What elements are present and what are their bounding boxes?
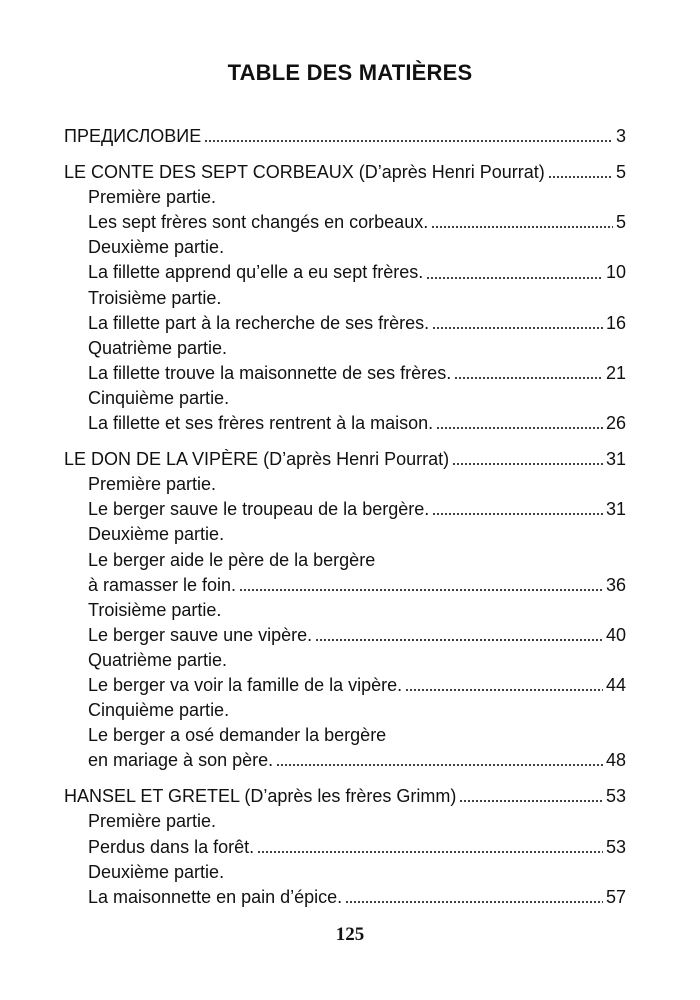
toc-entry-title: HANSEL ET GRETEL (D’après les frères Grimm) <box>64 786 457 807</box>
dot-leader <box>436 413 603 430</box>
dot-leader <box>315 625 603 642</box>
toc-entry-title: Le berger sauve le troupeau de la bergère. <box>88 499 430 520</box>
toc-entry <box>64 784 626 809</box>
toc-entry-title: Deuxième partie. <box>88 524 225 545</box>
toc-entry <box>64 160 626 185</box>
toc-entry-title: La fillette et ses frères rentrent à la maison. <box>88 413 434 434</box>
toc-subentry <box>64 411 626 436</box>
toc-entry-title: La maisonnette en pain d’épice. <box>88 886 343 907</box>
toc-subentry <box>64 472 626 497</box>
toc-entry-title: Troisième partie. <box>88 287 222 308</box>
toc-entry-title: Deuxième partie. <box>88 861 225 882</box>
toc-page-number: 53 <box>605 786 626 807</box>
dot-leader <box>257 837 603 854</box>
toc-page-number: 31 <box>605 449 626 470</box>
toc-subentry <box>64 885 626 910</box>
dot-leader <box>239 575 603 592</box>
toc-page-number: 48 <box>605 750 626 771</box>
toc-section <box>64 447 626 773</box>
toc-page-number: 44 <box>605 674 626 695</box>
toc-page-number: 40 <box>605 624 626 645</box>
toc-subentry <box>64 361 626 386</box>
dot-leader <box>432 313 603 330</box>
toc-subentry <box>64 260 626 285</box>
toc-subentry <box>64 835 626 860</box>
toc-entry-title: Quatrième partie. <box>88 337 228 358</box>
toc-subentry <box>64 648 626 673</box>
dot-leader <box>452 449 603 466</box>
dot-leader <box>426 263 603 280</box>
toc-subentry <box>64 623 626 648</box>
toc-subentry <box>64 809 626 834</box>
toc-entry-title: Première partie. <box>88 187 217 208</box>
toc-subentry <box>64 573 626 598</box>
toc-entry-title: Les sept frères sont changés en corbeaux. <box>88 212 429 233</box>
toc-page-number: 3 <box>615 126 626 146</box>
toc-subentry <box>64 673 626 698</box>
toc-subentry <box>64 598 626 623</box>
toc-page-number: 57 <box>605 886 626 907</box>
dot-leader <box>204 126 613 143</box>
toc-subentry <box>64 386 626 411</box>
toc-entry-title: Première partie. <box>88 474 217 495</box>
toc-subentry <box>64 311 626 336</box>
toc-page-number: 16 <box>605 312 626 333</box>
page-number: 125 <box>335 924 365 945</box>
toc-subentry <box>64 210 626 235</box>
toc-entry-title: Quatrième partie. <box>88 649 228 670</box>
toc-entry-title: LE CONTE DES SEPT CORBEAUX (D’après Henri Pourrat) <box>64 162 545 183</box>
toc-entry-title: ПРЕДИСЛОВИЕ <box>64 126 202 146</box>
toc-section <box>64 160 626 436</box>
toc-page-number: 10 <box>605 262 626 283</box>
toc-page-number: 21 <box>605 362 626 383</box>
toc-subentry <box>64 723 626 748</box>
toc-subentry <box>64 286 626 311</box>
toc-subentry <box>64 497 626 522</box>
toc-entry <box>64 447 626 472</box>
toc-page-number: 31 <box>605 499 626 520</box>
toc-entry-title: Perdus dans la forêt. <box>88 836 255 857</box>
toc-section <box>64 124 626 149</box>
toc-entry-title: Première partie. <box>88 811 217 832</box>
page-title: TABLE DES MATIÈRES <box>227 60 473 85</box>
toc-entry-title: Le berger aide le père de la bergère <box>88 549 376 570</box>
toc-section <box>64 784 626 909</box>
toc-subentry <box>64 235 626 260</box>
toc-entry-title: Le berger sauve une vipère. <box>88 624 313 645</box>
toc-subentry <box>64 185 626 210</box>
toc-page-number: 36 <box>605 574 626 595</box>
dot-leader <box>432 499 603 516</box>
dot-leader <box>345 887 603 904</box>
toc-page-number: 5 <box>615 162 626 183</box>
toc-entry-title: à ramasser le foin. <box>88 574 237 595</box>
toc-entry-title: Le berger va voir la famille de la vipère. <box>88 674 403 695</box>
toc-entry-title: Deuxième partie. <box>88 237 225 258</box>
toc-subentry <box>64 336 626 361</box>
toc-entry-title: La fillette part à la recherche de ses frères. <box>88 312 430 333</box>
toc-subentry <box>64 548 626 573</box>
toc-subentry <box>64 698 626 723</box>
dot-leader <box>459 786 603 803</box>
table-of-contents <box>64 124 626 921</box>
toc-entry-title: La fillette trouve la maisonnette de ses frères. <box>88 362 452 383</box>
toc-entry <box>64 124 626 149</box>
dot-leader <box>276 750 603 767</box>
toc-subentry <box>64 860 626 885</box>
toc-entry-title: Le berger a osé demander la bergère <box>88 725 387 746</box>
toc-entry-title: Troisième partie. <box>88 599 222 620</box>
toc-entry-title: Cinquième partie. <box>88 700 230 721</box>
dot-leader <box>431 212 613 229</box>
dot-leader <box>454 363 603 380</box>
toc-page-number: 5 <box>615 212 626 233</box>
toc-entry-title: LE DON DE LA VIPÈRE (D’après Henri Pourrat) <box>64 449 450 470</box>
toc-subentry <box>64 748 626 773</box>
toc-entry-title: en mariage à son père. <box>88 750 274 771</box>
toc-subentry <box>64 522 626 547</box>
dot-leader <box>405 675 603 692</box>
toc-entry-title: La fillette apprend qu’elle a eu sept frères. <box>88 262 424 283</box>
toc-page-number: 26 <box>605 413 626 434</box>
dot-leader <box>548 162 613 179</box>
toc-entry-title: Cinquième partie. <box>88 387 230 408</box>
toc-page-number: 53 <box>605 836 626 857</box>
